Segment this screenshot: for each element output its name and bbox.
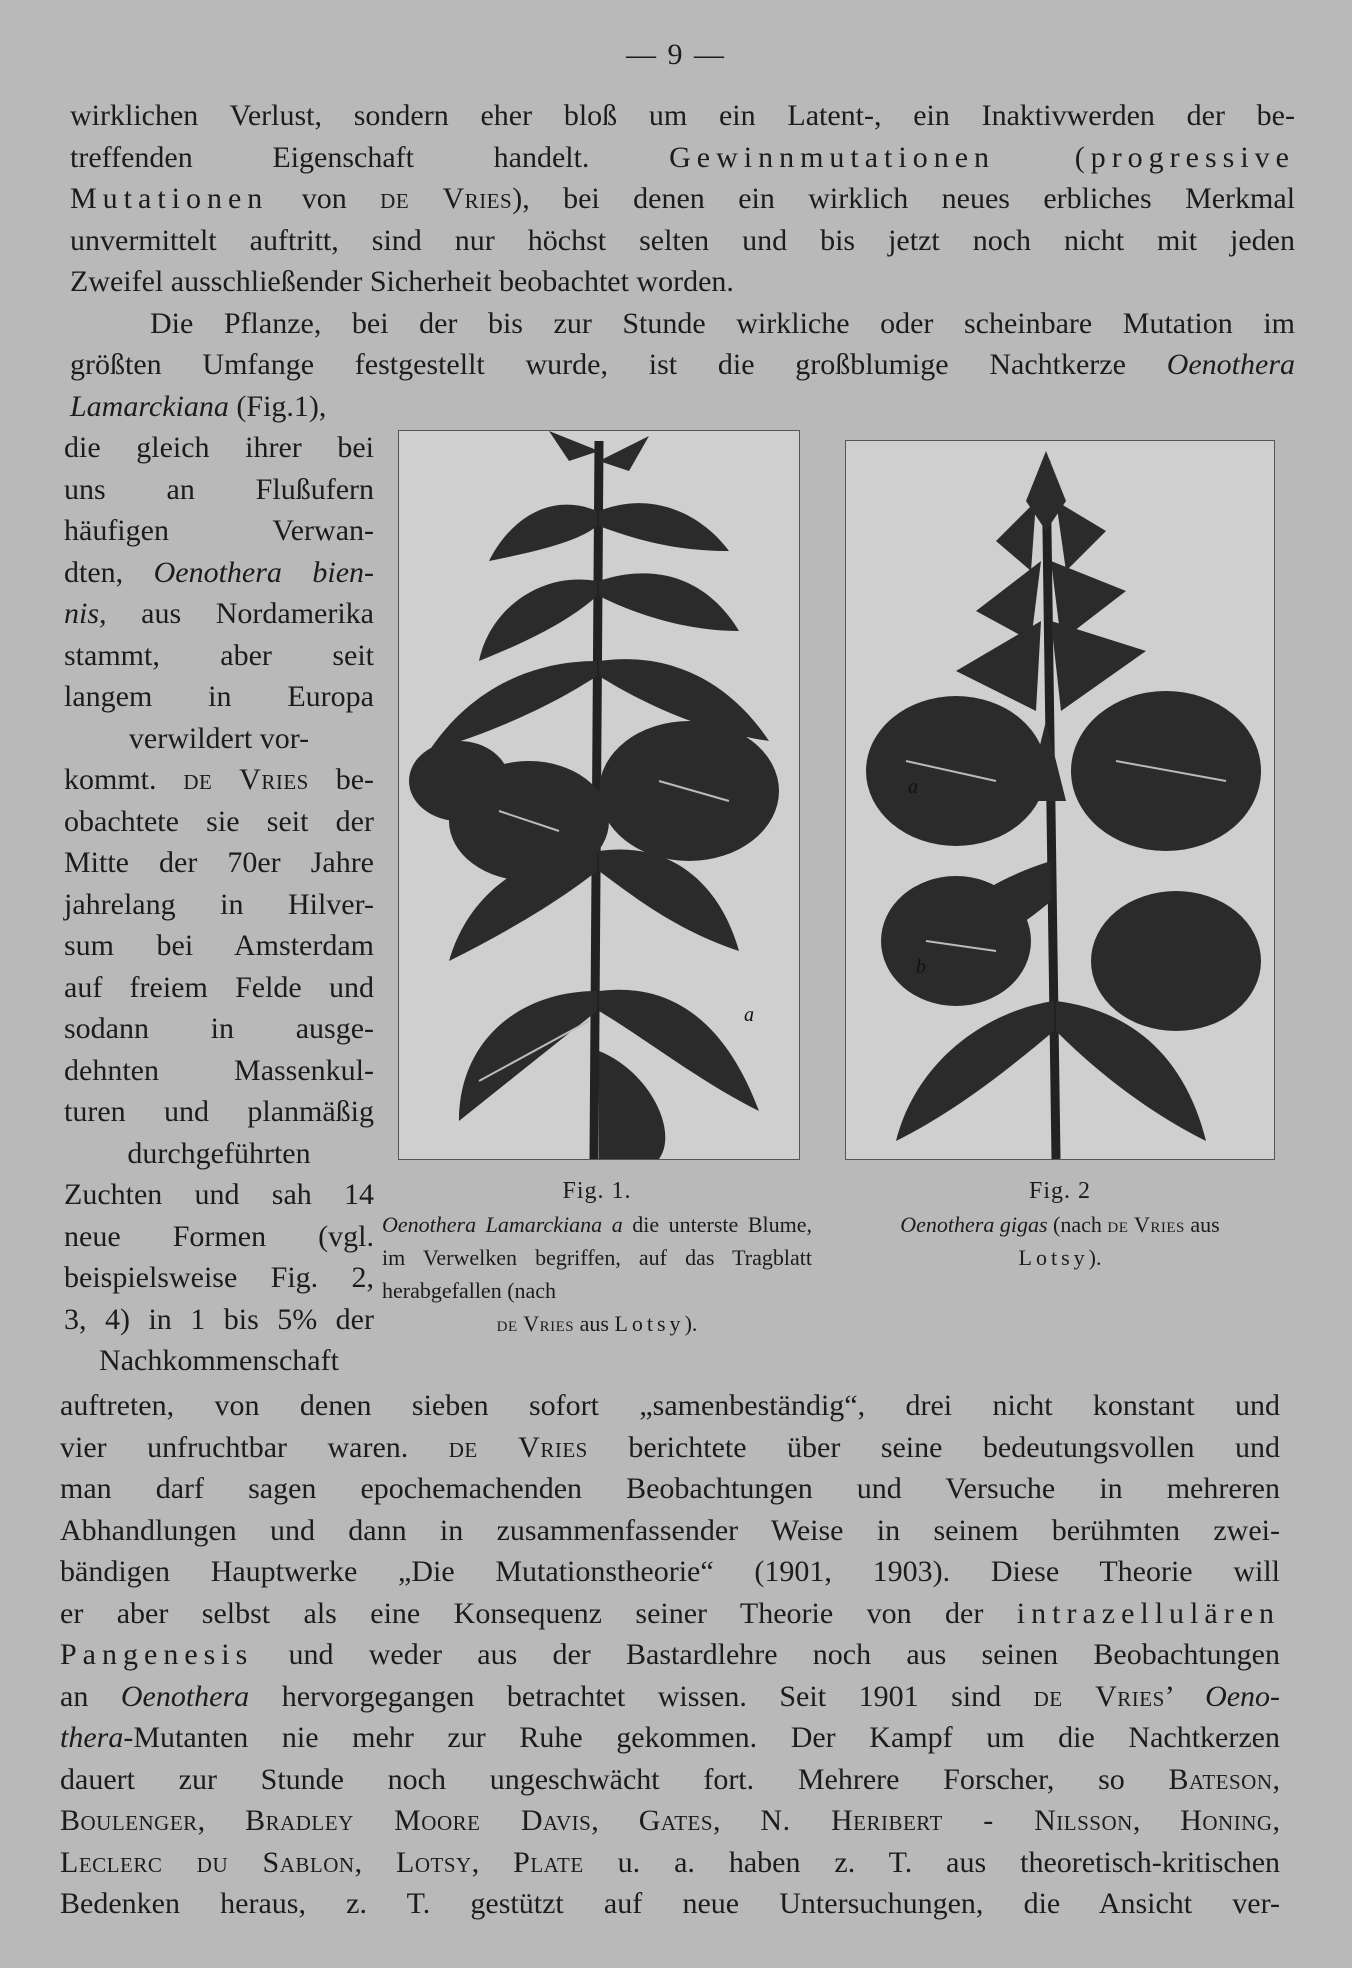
- figure-1-label: Fig. 1.: [562, 1178, 632, 1204]
- text-line: Lamarckiana (Fig.1),: [70, 389, 327, 423]
- text-line: Mutationen von de Vries), bei denen ein wirklich neues erbliches Merkmal: [70, 182, 1296, 215]
- text-line: Zuchten und sah 14: [64, 1178, 374, 1211]
- text-line: auftreten, von denen sieben sofort „samenbeständig“, drei nicht konstant und: [60, 1389, 1280, 1422]
- text-line: er aber selbst als eine Konsequenz seiner Theorie von der intrazellulären: [60, 1596, 1281, 1630]
- text-line: Leclerc du Sablon, Lotsy, Plate u. a. haben z. T. aus theoretisch-kritischen: [60, 1845, 1281, 1879]
- side-column: [64, 427, 374, 1382]
- plant-illustration-icon: [846, 441, 1274, 1159]
- text-line: dauert zur Stunde noch ungeschwächt fort. Mehrere Forscher, so Bateson,: [60, 1762, 1280, 1796]
- text-line: jahrelang in Hilver-: [64, 887, 374, 921]
- figure-1-image: [398, 430, 800, 1160]
- text-line: nis, aus Nordamerika: [64, 597, 374, 630]
- figure-1-caption: [382, 1175, 812, 1340]
- text-line: uns an Flußufern: [64, 472, 374, 506]
- text-line: dehnten Massenkul-: [64, 1053, 374, 1087]
- text-line: größten Umfange festgestellt wurde, ist die großblumige Nachtkerze Oenothera: [70, 348, 1295, 381]
- page-number: — 9 —: [626, 38, 726, 71]
- text-line: wirklichen Verlust, sondern eher bloß um ein Latent-, ein Inaktivwerden der be-: [70, 99, 1295, 132]
- text-line: dten, Oenothera bien-: [64, 555, 375, 589]
- text-line: kommt. de Vries be-: [64, 763, 375, 796]
- text-line: Bedenken heraus, z. T. gestützt auf neue Untersuchungen, die Ansicht ver-: [60, 1887, 1280, 1920]
- text-line: Die Pflanze, bei der bis zur Stunde wirkliche oder scheinbare Mutation im: [150, 306, 1295, 340]
- text-line: Boulenger, Bradley Moore Davis, Gates, N. Heribert - Nilsson, Honing,: [60, 1804, 1281, 1837]
- figure-2-label: Fig. 2: [1028, 1178, 1091, 1204]
- text-line: Abhandlungen und dann in zusammenfassender Weise in seinem berühmten zwei-: [60, 1513, 1280, 1547]
- text-line: die gleich ihrer bei: [64, 431, 374, 464]
- text-line: obachtete sie seit der: [64, 804, 374, 838]
- text-line: Mitte der 70er Jahre: [64, 846, 374, 879]
- figure-1-caption-credit: de Vries aus Lotsy).: [496, 1311, 698, 1336]
- figure-2-image: [845, 440, 1275, 1160]
- text-line: Zweifel ausschließender Sicherheit beobachtet worden.: [70, 265, 734, 298]
- text-line: man darf sagen epochemachenden Beobachtungen und Versuche in mehreren: [60, 1472, 1280, 1505]
- text-line: treffenden Eigenschaft handelt. Gewinnmutationen (progressive: [70, 140, 1295, 174]
- body-paragraph: [60, 1385, 1280, 1925]
- plant-illustration-icon: [399, 431, 799, 1159]
- text-line: verwildert vor-: [128, 721, 310, 755]
- text-line: sodann in ausge-: [64, 1012, 374, 1045]
- text-line: stammt, aber seit: [64, 638, 374, 672]
- text-line: durchgeführten: [127, 1136, 311, 1170]
- text-line: auf freiem Felde und: [64, 970, 374, 1004]
- text-line: vier unfruchtbar waren. de Vries berichtete über seine bedeutungsvollen und: [60, 1430, 1281, 1464]
- figure-2-caption: [830, 1175, 1290, 1274]
- text-line: häufigen Verwan-: [64, 514, 374, 547]
- text-line: beispielsweise Fig. 2,: [64, 1261, 374, 1294]
- text-line: bändigen Hauptwerke „Die Mutationstheorie“ (1901, 1903). Diese Theorie will: [60, 1555, 1280, 1588]
- figure-2-caption-text: Oenothera gigas (nach de Vries aus: [900, 1212, 1220, 1237]
- text-line: thera-Mutanten nie mehr zur Ruhe gekommen. Der Kampf um die Nachtkerzen: [60, 1721, 1280, 1754]
- figure-2-caption-credit: Lotsy).: [1018, 1245, 1102, 1270]
- fig1-marker-a: a: [744, 1004, 754, 1026]
- text-line: Pangenesis und weder aus der Bastardlehre noch aus seinen Beobachtungen: [60, 1638, 1281, 1671]
- figure-1-caption-text: Oenothera Lamarckiana a die unterste Blume, im Verwelken begriffen, auf das Tragblatt herabgefallen (nach: [382, 1212, 813, 1303]
- text-line: turen und planmäßig: [64, 1095, 374, 1128]
- intro-paragraph: [70, 95, 1295, 427]
- text-line: neue Formen (vgl.: [64, 1219, 374, 1253]
- text-line: 3, 4) in 1 bis 5% der: [64, 1302, 374, 1336]
- text-line: langem in Europa: [64, 680, 374, 713]
- text-line: Nachkommenschaft: [99, 1344, 339, 1377]
- fig2-marker-b: b: [916, 956, 926, 978]
- text-line: unvermittelt auftritt, sind nur höchst selten und bis jetzt noch nicht mit jeden: [70, 223, 1295, 257]
- text-line: an Oenothera hervorgegangen betrachtet wissen. Seit 1901 sind de Vries’ Oeno-: [60, 1679, 1281, 1713]
- fig2-marker-a: a: [908, 776, 918, 798]
- text-line: sum bei Amsterdam: [64, 929, 374, 962]
